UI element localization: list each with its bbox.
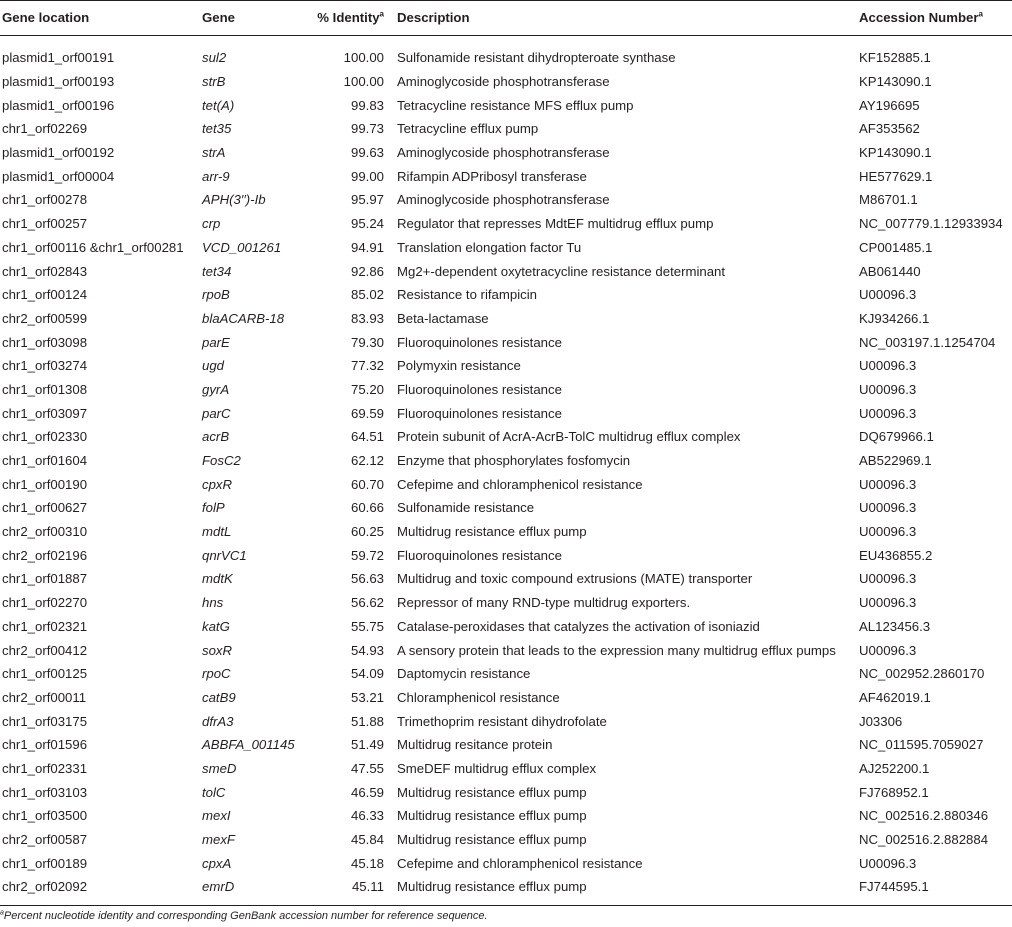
table-row [0, 733, 1012, 757]
cell-accession: AF353562 [859, 121, 920, 137]
cell-gene-location: chr1_orf01604 [2, 453, 88, 469]
cell-gene: parE [202, 334, 230, 350]
table-row [0, 212, 1012, 236]
table-row [0, 567, 1012, 591]
table-row [0, 851, 1012, 875]
header-gene: Gene [200, 1, 300, 36]
cell-accession: U00096.3 [859, 524, 917, 540]
cell-identity: 79.30 [350, 334, 384, 350]
cell-description: Protein subunit of AcrA-AcrB-TolC multidrug efflux complex [397, 429, 741, 445]
header-identity-footnote-mark: a [379, 9, 384, 19]
header-accession-footnote-mark: a [978, 9, 983, 19]
table-footnote [0, 910, 488, 922]
cell-description: Tetracycline resistance MFS efflux pump [397, 97, 634, 113]
cell-description: Polymyxin resistance [397, 358, 521, 374]
table-row [0, 615, 1012, 639]
cell-identity: 56.63 [350, 571, 384, 587]
cell-accession: U00096.3 [859, 405, 917, 421]
cell-description: Mg2+-dependent oxytetracycline resistance determinant [397, 263, 726, 279]
table-row [0, 164, 1012, 188]
table-row [0, 757, 1012, 781]
cell-accession: U00096.3 [859, 571, 917, 587]
cell-accession: KF152885.1 [859, 50, 931, 66]
cell-gene-location: plasmid1_orf00004 [2, 168, 115, 184]
cell-gene: acrB [202, 429, 230, 445]
cell-description: Enzyme that phosphorylates fosfomycin [397, 453, 631, 469]
cell-accession: KP143090.1 [859, 74, 932, 90]
cell-accession: AY196695 [859, 97, 920, 113]
cell-identity: 99.63 [350, 145, 384, 161]
cell-accession: AB061440 [859, 263, 921, 279]
cell-description: Aminoglycoside phosphotransferase [397, 192, 610, 208]
table-body [0, 36, 1012, 906]
cell-gene-location: chr1_orf01887 [2, 571, 88, 587]
cell-accession: U00096.3 [859, 500, 917, 516]
cell-description: Cefepime and chloramphenicol resistance [397, 476, 643, 492]
table-row [0, 259, 1012, 283]
cell-gene: ABBFA_001145 [202, 737, 295, 753]
cell-description: Chloramphenicol resistance [397, 689, 560, 705]
cell-gene-location: chr1_orf00278 [2, 192, 88, 208]
cell-description: Multidrug resistance efflux pump [397, 808, 587, 824]
cell-identity: 83.93 [350, 310, 384, 326]
cell-gene-location: plasmid1_orf00192 [2, 145, 115, 161]
cell-gene-location: chr1_orf03175 [2, 713, 88, 729]
cell-gene: dfrA3 [202, 713, 234, 729]
cell-accession: NC_007779.1.12933934 [859, 216, 1003, 232]
cell-gene: cpxR [202, 476, 233, 492]
cell-gene-location: chr1_orf03274 [2, 358, 88, 374]
cell-gene-location: chr2_orf02196 [2, 547, 88, 563]
cell-identity: 62.12 [350, 453, 384, 469]
cell-description: Fluoroquinolones resistance [397, 381, 562, 397]
cell-gene-location: chr2_orf00310 [2, 524, 88, 540]
cell-gene-location: chr1_orf03500 [2, 808, 88, 824]
cell-identity: 45.11 [300, 875, 390, 905]
table-header [0, 1, 1012, 36]
cell-gene: strA [202, 145, 226, 161]
cell-gene-location: chr1_orf02321 [2, 618, 88, 634]
cell-gene: APH(3′′)-Ib [202, 192, 266, 208]
cell-description: Rifampin ADPribosyl transferase [397, 168, 587, 184]
cell-accession: U00096.3 [859, 358, 917, 374]
table-row [0, 638, 1012, 662]
table-row [0, 804, 1012, 828]
cell-accession: U00096.3 [859, 855, 917, 871]
cell-identity: 59.72 [350, 547, 384, 563]
table-row [0, 875, 1012, 905]
cell-gene-location: chr1_orf00125 [2, 666, 88, 682]
cell-accession: EU436855.2 [859, 547, 933, 563]
cell-identity: 60.25 [350, 524, 384, 540]
cell-accession: CP001485.1 [859, 239, 933, 255]
cell-identity: 95.24 [350, 216, 384, 232]
cell-gene-location: plasmid1_orf00193 [2, 74, 115, 90]
cell-accession: M86701.1 [859, 192, 918, 208]
cell-identity: 54.93 [350, 642, 384, 658]
cell-accession: NC_002516.2.880346 [859, 808, 989, 824]
cell-identity: 100.00 [343, 50, 384, 66]
cell-identity: 75.20 [350, 381, 384, 397]
cell-gene-location: chr1_orf00124 [2, 287, 88, 303]
cell-accession: KP143090.1 [859, 145, 932, 161]
cell-gene-location: chr1_orf02269 [2, 121, 88, 137]
cell-description: A sensory protein that leads to the expression many multidrug efflux pumps [397, 642, 836, 658]
table-row [0, 828, 1012, 852]
cell-gene: VCD_001261 [202, 239, 282, 255]
header-accession [856, 1, 1012, 36]
cell-gene: arr-9 [202, 168, 230, 184]
cell-gene-location: chr1_orf00116 &chr1_orf00281 [2, 239, 184, 255]
cell-gene-location: plasmid1_orf00196 [2, 97, 115, 113]
cell-description: Trimethoprim resistant dihydrofolate [397, 713, 607, 729]
cell-accession: U00096.3 [859, 642, 917, 658]
cell-gene: mdtL [202, 524, 232, 540]
cell-identity: 56.62 [350, 595, 384, 611]
table-row [0, 401, 1012, 425]
cell-identity: 51.88 [350, 713, 384, 729]
cell-description: Multidrug resitance protein [397, 737, 553, 753]
cell-accession: AB522969.1 [859, 453, 932, 469]
cell-gene: hns [202, 595, 224, 611]
table-row [0, 36, 1012, 70]
cell-accession: U00096.3 [859, 381, 917, 397]
cell-accession: U00096.3 [859, 287, 917, 303]
cell-description: Sulfonamide resistance [397, 500, 535, 516]
cell-gene: blaACARB-18 [202, 310, 285, 326]
cell-identity: 45.18 [350, 855, 384, 871]
cell-identity: 45.84 [350, 832, 384, 848]
cell-gene-location: chr1_orf03103 [2, 784, 88, 800]
cell-gene: soxR [202, 642, 233, 658]
cell-identity: 54.09 [350, 666, 384, 682]
footnote-mark: a [0, 909, 4, 917]
cell-identity: 95.97 [350, 192, 384, 208]
cell-gene: tet(A) [202, 97, 235, 113]
cell-identity: 47.55 [350, 760, 384, 776]
header-identity-label: % Identity [317, 10, 380, 25]
table-row [0, 117, 1012, 141]
cell-description: Repressor of many RND-type multidrug exporters. [397, 595, 691, 611]
cell-accession: NC_002516.2.882884 [859, 832, 989, 848]
cell-gene-location: chr1_orf02270 [2, 595, 88, 611]
cell-accession: KJ934266.1 [859, 310, 930, 326]
cell-accession: U00096.3 [859, 476, 917, 492]
cell-gene: mexF [202, 832, 235, 848]
cell-description: Multidrug resistance efflux pump [390, 875, 856, 905]
cell-description: Aminoglycoside phosphotransferase [397, 145, 610, 161]
cell-gene: tolC [202, 784, 226, 800]
cell-identity: 77.32 [350, 358, 384, 374]
cell-gene: catB9 [202, 689, 236, 705]
table-row [0, 283, 1012, 307]
table-row [0, 780, 1012, 804]
cell-gene-location: chr1_orf03097 [2, 405, 88, 421]
table-row [0, 307, 1012, 331]
cell-gene-location: chr1_orf00257 [2, 216, 88, 232]
cell-description: Tetracycline efflux pump [397, 121, 539, 137]
cell-accession: HE577629.1 [859, 168, 933, 184]
cell-description: Translation elongation factor Tu [397, 239, 582, 255]
cell-gene: folP [202, 500, 225, 516]
cell-identity: 60.66 [350, 500, 384, 516]
cell-description: Multidrug resistance efflux pump [397, 832, 587, 848]
cell-description: Multidrug resistance efflux pump [397, 524, 587, 540]
cell-accession: FJ768952.1 [859, 784, 929, 800]
table-row [0, 378, 1012, 402]
table-row [0, 591, 1012, 615]
cell-description: Multidrug resistance efflux pump [397, 784, 587, 800]
cell-gene-location: chr2_orf02092 [0, 875, 200, 905]
cell-identity: 92.86 [350, 263, 384, 279]
cell-accession: U00096.3 [859, 595, 917, 611]
cell-gene: emrD [200, 875, 300, 905]
cell-gene-location: chr2_orf00011 [2, 689, 87, 705]
cell-identity: 46.33 [350, 808, 384, 824]
cell-gene: FosC2 [202, 453, 241, 469]
table-row [0, 520, 1012, 544]
table-row [0, 330, 1012, 354]
cell-description: Aminoglycoside phosphotransferase [397, 74, 610, 90]
cell-identity: 94.91 [350, 239, 384, 255]
cell-gene: gyrA [202, 381, 230, 397]
cell-accession: AL123456.3 [859, 618, 931, 634]
cell-gene: rpoB [202, 287, 230, 303]
cell-identity: 55.75 [350, 618, 384, 634]
table-row [0, 496, 1012, 520]
cell-gene-location: chr2_orf00599 [2, 310, 88, 326]
cell-gene-location: chr1_orf02331 [2, 760, 88, 776]
cell-description: Catalase-peroxidases that catalyzes the activation of isoniazid [397, 618, 760, 634]
cell-description: Daptomycin resistance [397, 666, 531, 682]
cell-gene: sul2 [202, 50, 227, 66]
cell-gene-location: chr2_orf00587 [2, 832, 88, 848]
table-row [0, 141, 1012, 165]
cell-gene: crp [202, 216, 221, 232]
cell-gene-location: chr1_orf00189 [2, 855, 88, 871]
cell-gene: parC [202, 405, 231, 421]
cell-gene-location: plasmid1_orf00191 [2, 50, 115, 66]
cell-gene-location: chr1_orf03098 [2, 334, 88, 350]
header-row [0, 1, 1012, 36]
cell-identity: 53.21 [350, 689, 384, 705]
cell-identity: 85.02 [350, 287, 384, 303]
cell-accession: AJ252200.1 [859, 760, 930, 776]
cell-accession: J03306 [859, 713, 903, 729]
cell-gene: cpxA [202, 855, 232, 871]
cell-identity: 60.70 [350, 476, 384, 492]
cell-accession: AF462019.1 [859, 689, 931, 705]
cell-description: Fluoroquinolones resistance [397, 547, 562, 563]
table-row [0, 93, 1012, 117]
table-row [0, 449, 1012, 473]
cell-description: Regulator that represses MdtEF multidrug efflux pump [397, 216, 714, 232]
cell-identity: 100.00 [343, 74, 384, 90]
cell-gene: qnrVC1 [202, 547, 247, 563]
cell-gene: rpoC [202, 666, 231, 682]
cell-description: Cefepime and chloramphenicol resistance [397, 855, 643, 871]
table-row [0, 543, 1012, 567]
cell-gene-location: chr2_orf00412 [2, 642, 88, 658]
cell-description: Fluoroquinolones resistance [397, 334, 562, 350]
table-row [0, 425, 1012, 449]
cell-accession: NC_002952.2860170 [859, 666, 985, 682]
cell-description: Fluoroquinolones resistance [397, 405, 562, 421]
cell-gene-location: chr1_orf01308 [2, 381, 88, 397]
cell-gene-location: chr1_orf00190 [2, 476, 88, 492]
cell-gene: mdtK [202, 571, 233, 587]
table-row [0, 472, 1012, 496]
table-row [0, 354, 1012, 378]
header-accession-label: Accession Number [859, 10, 979, 25]
cell-description: SmeDEF multidrug efflux complex [397, 760, 597, 776]
table-row [0, 188, 1012, 212]
cell-accession: DQ679966.1 [859, 429, 934, 445]
table-row [0, 686, 1012, 710]
cell-identity: 99.83 [350, 97, 384, 113]
cell-description: Multidrug and toxic compound extrusions (MATE) transporter [397, 571, 753, 587]
cell-gene-location: chr1_orf02330 [2, 429, 88, 445]
cell-gene: tet35 [202, 121, 232, 137]
cell-gene: katG [202, 618, 230, 634]
table-row [0, 236, 1012, 260]
cell-gene: smeD [202, 760, 237, 776]
cell-gene: strB [202, 74, 226, 90]
cell-description: Sulfonamide resistant dihydropteroate synthase [397, 50, 676, 66]
cell-identity: 99.00 [350, 168, 384, 184]
footnote-text: Percent nucleotide identity and corresponding GenBank accession number for reference sequence. [3, 910, 488, 922]
cell-identity: 99.73 [350, 121, 384, 137]
header-identity [300, 1, 390, 36]
cell-accession: NC_003197.1.1254704 [859, 334, 996, 350]
cell-identity: 51.49 [350, 737, 384, 753]
cell-gene-location: chr1_orf02843 [2, 263, 88, 279]
table-row [0, 709, 1012, 733]
cell-identity: 46.59 [350, 784, 384, 800]
cell-identity: 69.59 [350, 405, 384, 421]
cell-description: Resistance to rifampicin [397, 287, 537, 303]
header-gene-location: Gene location [0, 1, 200, 36]
cell-identity: 64.51 [350, 429, 384, 445]
header-description: Description [390, 1, 856, 36]
cell-gene: ugd [202, 358, 225, 374]
table-row [0, 70, 1012, 94]
cell-accession: NC_011595.7059027 [859, 737, 984, 753]
cell-gene-location: chr1_orf01596 [2, 737, 88, 753]
cell-gene-location: chr1_orf00627 [2, 500, 88, 516]
table-row [0, 662, 1012, 686]
cell-accession: FJ744595.1 [856, 875, 1012, 905]
cell-gene: tet34 [202, 263, 232, 279]
cell-description: Beta-lactamase [397, 310, 489, 326]
cell-gene: mexI [202, 808, 231, 824]
